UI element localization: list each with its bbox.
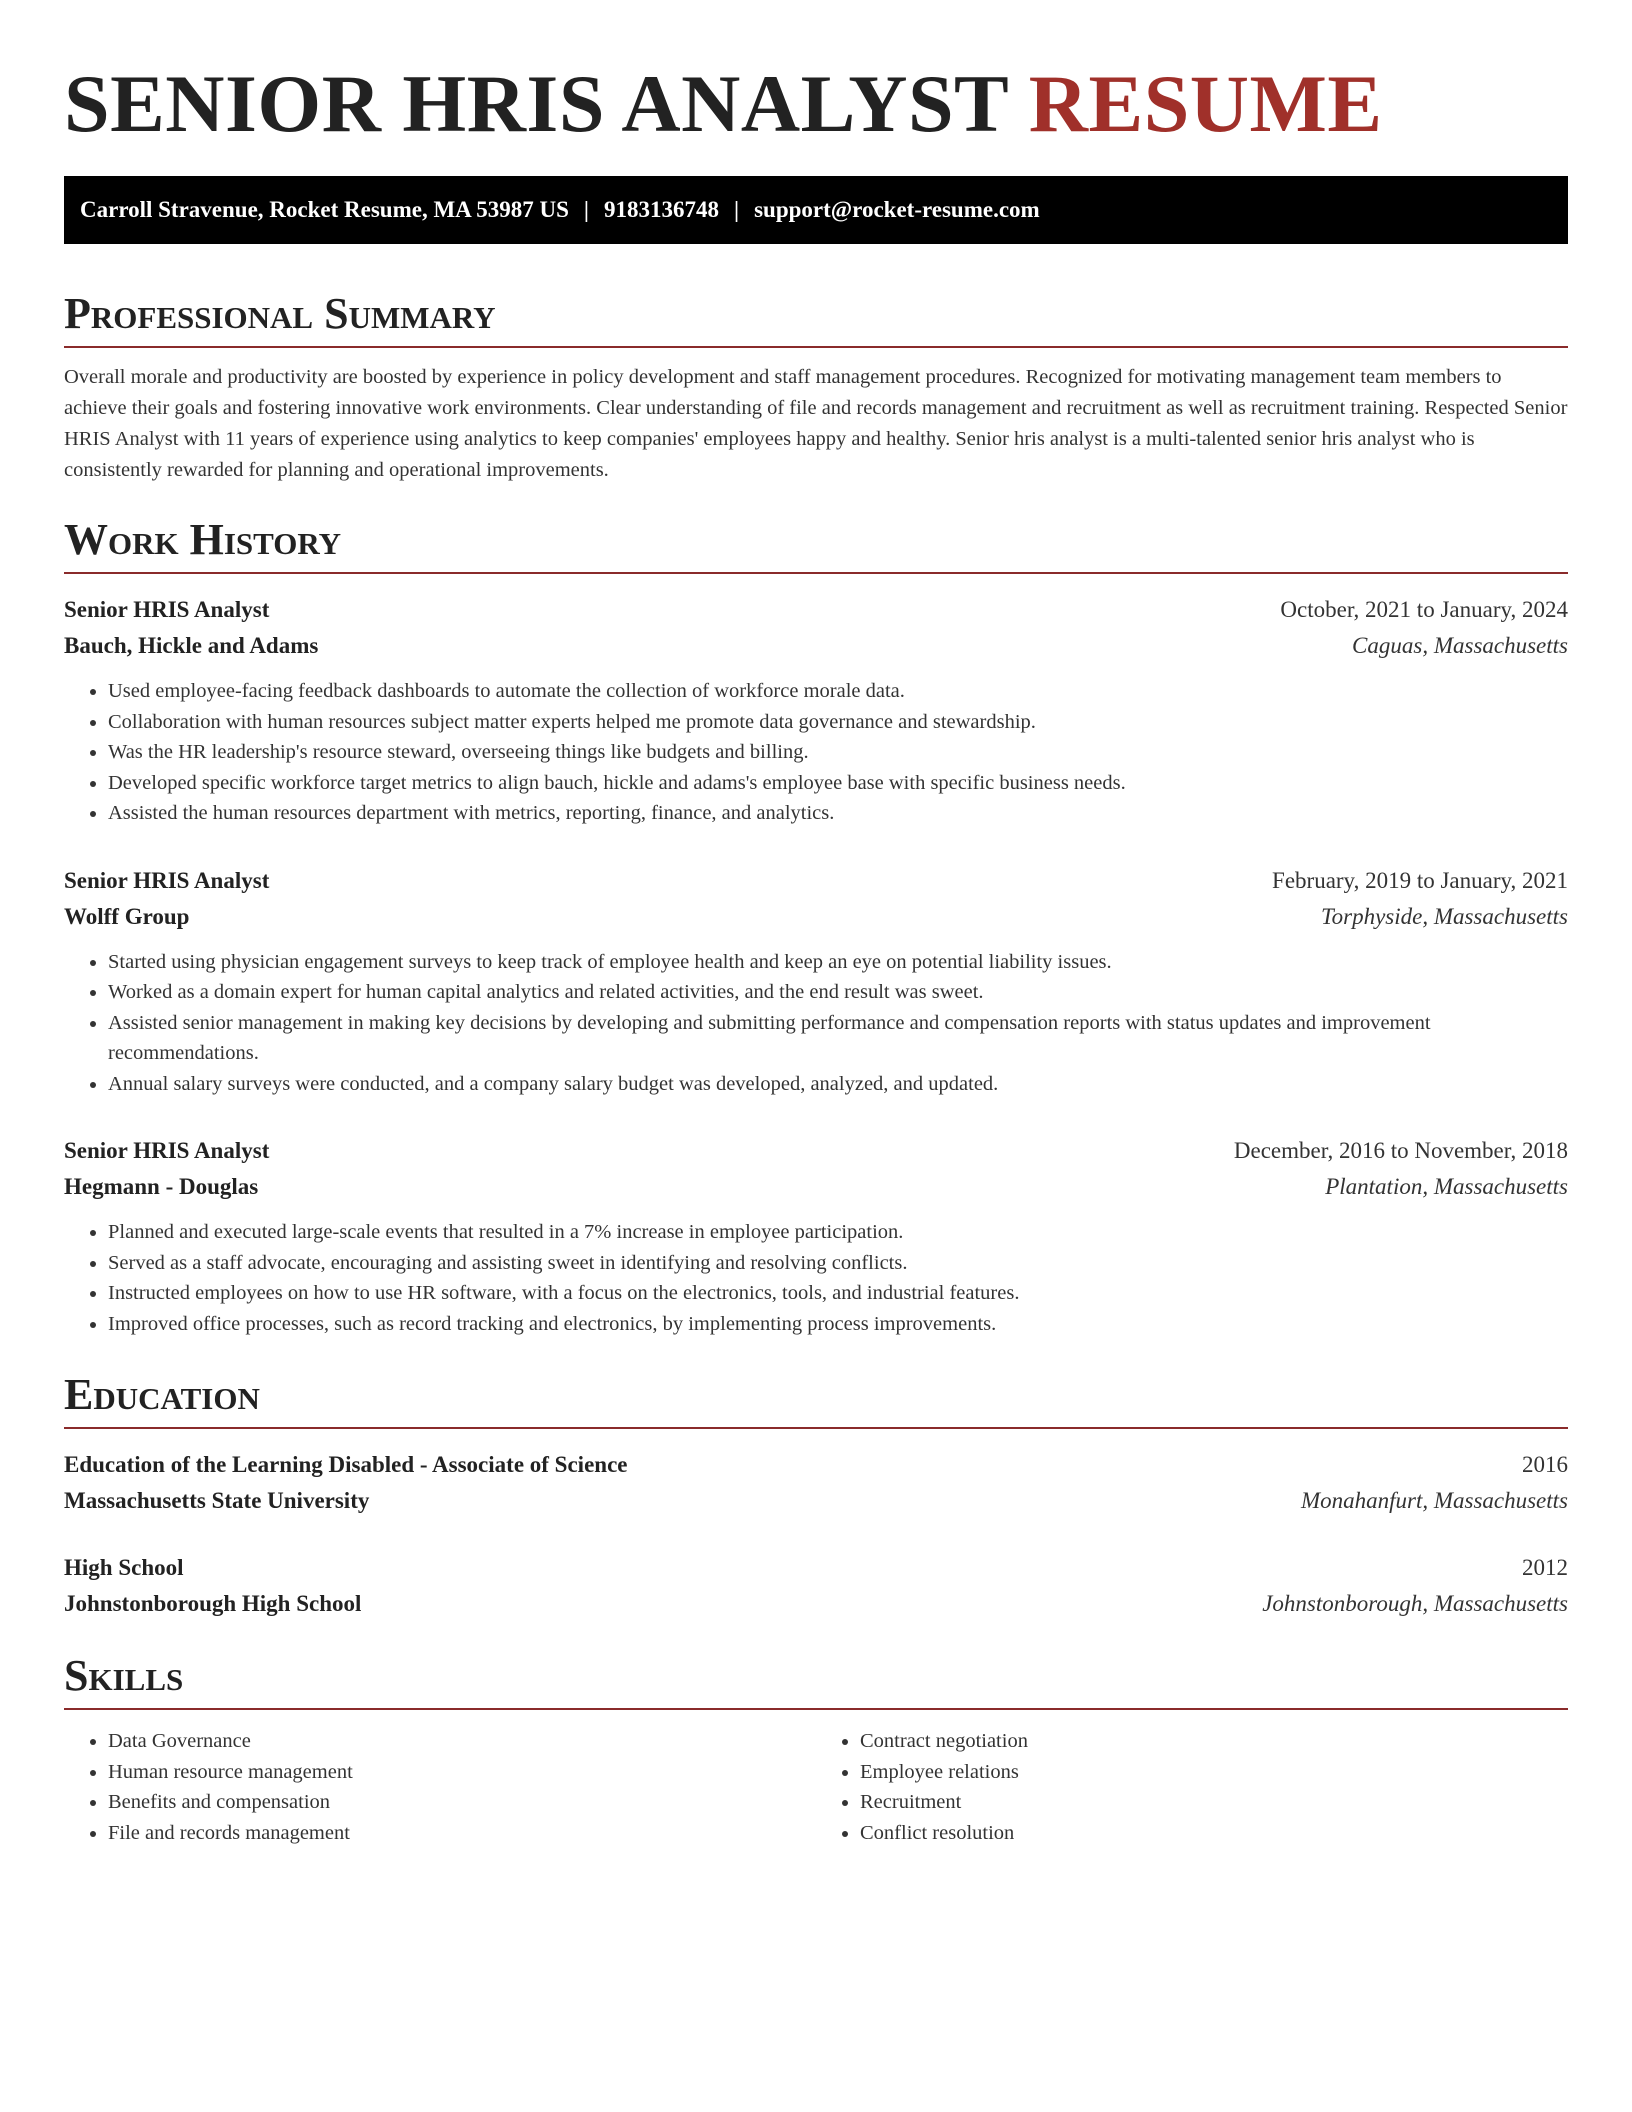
work-history-section xyxy=(64,514,1568,1339)
list-item: • Used employee-facing feedback dashboards to automate the collection of workforce morale data. xyxy=(108,676,1568,707)
job-company-row xyxy=(64,628,1568,664)
list-item: • Annual salary surveys were conducted, and a company salary budget was developed, analyzed, and updated. xyxy=(108,1069,1568,1100)
list-item: • Improved office processes, such as record tracking and electronics, by implementing process improvements. xyxy=(108,1309,1568,1340)
contact-bar xyxy=(64,176,1568,244)
job-title: Senior HRIS Analyst xyxy=(64,867,270,893)
job-company: Wolff Group xyxy=(64,903,190,929)
skills-list-left xyxy=(64,1726,816,1848)
list-item: • Assisted the human resources department with metrics, reporting, finance, and analytics. xyxy=(108,798,1568,829)
job-company: Hegmann - Douglas xyxy=(64,1174,259,1199)
education-school-row xyxy=(64,1586,1568,1622)
education-entry xyxy=(64,1550,1568,1622)
job-bullets xyxy=(64,676,1568,829)
education-degree-row xyxy=(64,1447,1568,1483)
skills-columns xyxy=(64,1726,1568,1848)
education-section xyxy=(64,1369,1568,1622)
job-entry xyxy=(64,592,1568,829)
summary-text: Overall morale and productivity are boosted by experience in policy development and staff management procedures. Recognized for motivating management team members to achieve their goals and fostering innovative work environments. Clear understanding of file and records management and recruitment as well as recruitment training. Respected Senior HRIS Analyst with 11 years of experience using analytics to keep companies' employees happy and healthy. Senior hris analyst is a multi-talented senior hris analyst who is consistently rewarded for planning and operational improvements. xyxy=(64,366,1568,481)
education-school: Massachusetts State University xyxy=(64,1488,370,1513)
job-title-row xyxy=(64,863,1568,899)
job-company: Bauch, Hickle and Adams xyxy=(64,633,319,658)
education-school-row xyxy=(64,1483,1568,1519)
list-item: • Employee relations xyxy=(860,1757,1568,1788)
job-entry xyxy=(64,863,1568,1100)
job-title-row xyxy=(64,592,1568,628)
list-item: • Data Governance xyxy=(108,1726,816,1757)
education-degree: High School xyxy=(64,1555,184,1580)
job-location: Plantation, Massachusetts xyxy=(1325,1174,1568,1199)
list-item: • Developed specific workforce target metrics to align bauch, hickle and adams's employee base with specific business needs. xyxy=(108,768,1568,799)
work-history-heading: Work History xyxy=(64,514,1568,574)
list-item: • Assisted senior management in making key decisions by developing and submitting performance and compensation reports with status updates and improvement recommendations. xyxy=(108,1008,1568,1069)
job-dates: October, 2021 to January, 2024 xyxy=(1280,597,1568,622)
education-location: Johnstonborough, Massachusetts xyxy=(1262,1591,1568,1616)
job-dates: February, 2019 to January, 2021 xyxy=(1272,867,1568,893)
list-item: • Collaboration with human resources subject matter experts helped me promote data governance and stewardship. xyxy=(108,707,1568,738)
contact-separator: | xyxy=(583,197,589,222)
education-school: Johnstonborough High School xyxy=(64,1591,362,1616)
job-location: Torphyside, Massachusetts xyxy=(1320,903,1568,929)
list-item: • Planned and executed large-scale events that resulted in a 7% increase in employee participation. xyxy=(108,1217,1568,1248)
education-entry xyxy=(64,1447,1568,1519)
title-main: SENIOR HRIS ANALYST xyxy=(64,58,1008,149)
title-accent: RESUME xyxy=(1028,58,1383,149)
job-company-row xyxy=(64,899,1568,935)
skills-section xyxy=(64,1650,1568,1848)
contact-email: support@rocket-resume.com xyxy=(754,197,1040,222)
job-location: Caguas, Massachusetts xyxy=(1352,633,1568,658)
job-title-row xyxy=(64,1133,1568,1169)
job-company-row xyxy=(64,1169,1568,1205)
list-item: • Served as a staff advocate, encouraging and assisting sweet in identifying and resolving conflicts. xyxy=(108,1248,1568,1279)
list-item: • Was the HR leadership's resource steward, overseeing things like budgets and billing. xyxy=(108,737,1568,768)
job-title: Senior HRIS Analyst xyxy=(64,1138,270,1163)
education-year: 2016 xyxy=(1522,1452,1568,1477)
list-item: • Contract negotiation xyxy=(860,1726,1568,1757)
job-bullets xyxy=(64,1217,1568,1339)
job-bullets xyxy=(64,947,1568,1100)
education-location: Monahanfurt, Massachusetts xyxy=(1300,1488,1568,1513)
education-heading: Education xyxy=(64,1369,1568,1429)
list-item: • Conflict resolution xyxy=(860,1818,1568,1849)
job-title: Senior HRIS Analyst xyxy=(64,597,270,622)
skills-list-right xyxy=(816,1726,1568,1848)
list-item: • Started using physician engagement surveys to keep track of employee health and keep an eye on potential liability issues. xyxy=(108,947,1568,978)
list-item: • Recruitment xyxy=(860,1787,1568,1818)
education-year: 2012 xyxy=(1522,1555,1568,1580)
skills-heading: Skills xyxy=(64,1650,1568,1710)
resume-page xyxy=(64,0,1568,1848)
job-entry xyxy=(64,1133,1568,1339)
summary-section xyxy=(64,288,1568,486)
list-item: • Benefits and compensation xyxy=(108,1787,816,1818)
contact-address: Carroll Stravenue, Rocket Resume, MA 53987 US xyxy=(80,197,569,222)
list-item: • Worked as a domain expert for human capital analytics and related activities, and the end result was sweet. xyxy=(108,977,1568,1008)
resume-title xyxy=(64,58,1568,150)
education-degree-row xyxy=(64,1550,1568,1586)
summary-heading: Professional Summary xyxy=(64,288,1568,348)
contact-separator: | xyxy=(734,197,740,222)
education-degree: Education of the Learning Disabled - Associate of Science xyxy=(64,1452,628,1477)
list-item: • Human resource management xyxy=(108,1757,816,1788)
list-item: • File and records management xyxy=(108,1818,816,1849)
list-item: • Instructed employees on how to use HR software, with a focus on the electronics, tools, and industrial features. xyxy=(108,1278,1568,1309)
contact-phone: 9183136748 xyxy=(604,197,719,222)
job-dates: December, 2016 to November, 2018 xyxy=(1233,1138,1568,1163)
